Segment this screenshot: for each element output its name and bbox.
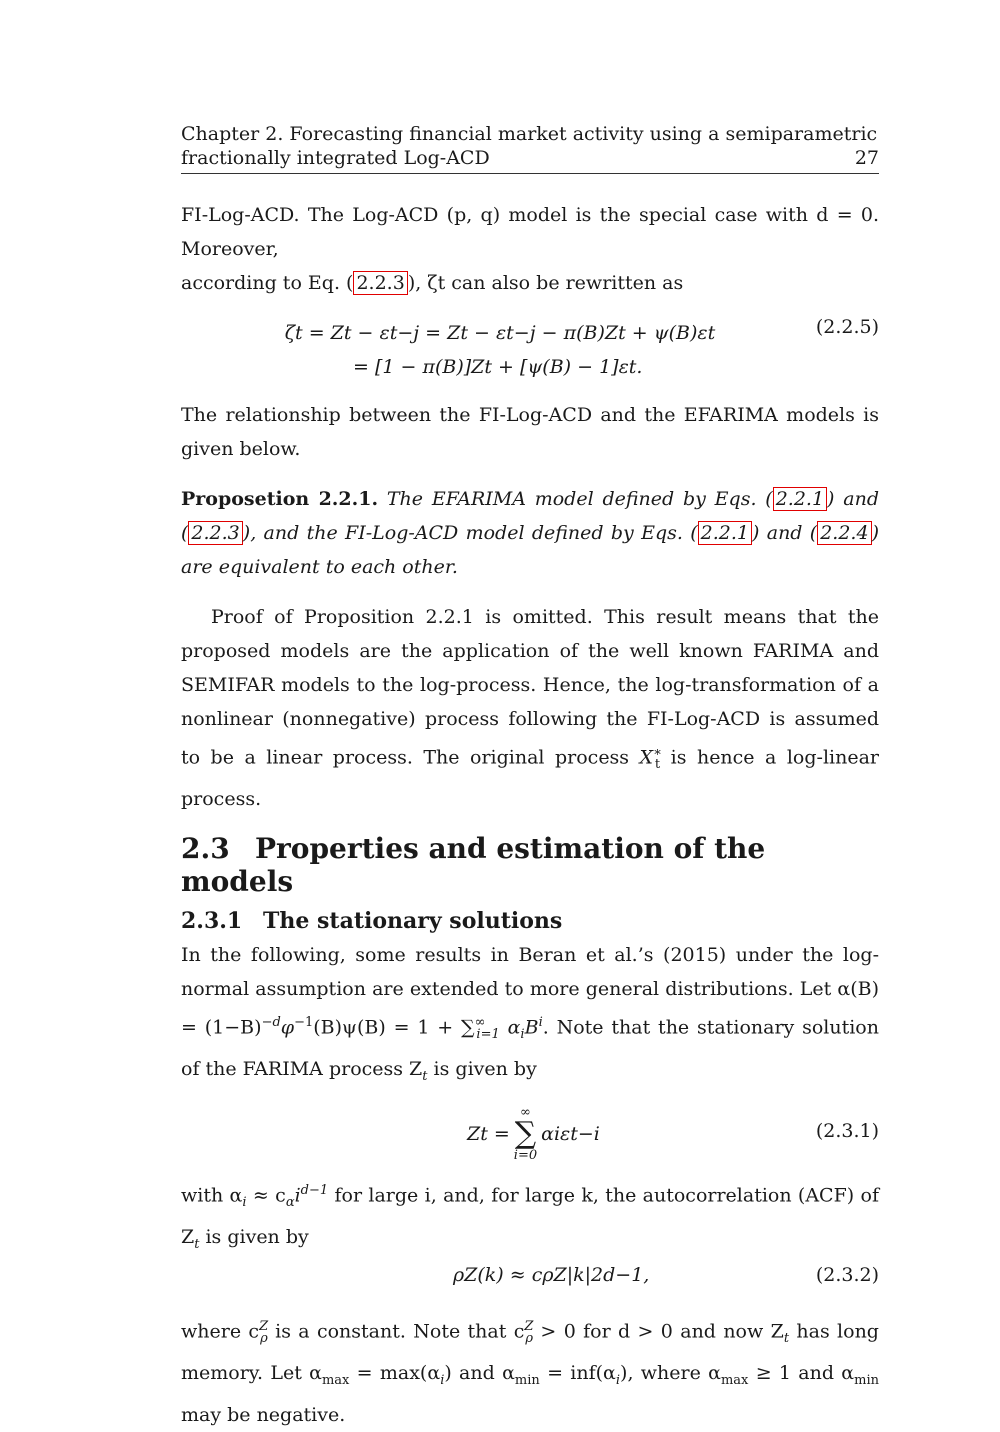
equation-2-3-1: (2.3.1) Zt = ∞ ∑ i=0 αiεt−i bbox=[467, 1105, 879, 1164]
equation-ref-link[interactable]: 2.2.3 bbox=[188, 521, 242, 545]
paper-page bbox=[181, 122, 879, 1432]
paragraph-acf: with $\alpha_i \approx c_\alpha i^{d-1}$ for large i, and, for large k, the autocorrelation (ACF) of $Z_t$ is given by bbox=[181, 1183, 880, 1252]
header-line-1: Chapter 2. Forecasting financial market activity using a semiparametric bbox=[181, 123, 878, 145]
header-line-2: fractionally integrated Log-ACD bbox=[181, 147, 490, 169]
paragraph-stationary: In the following, some results in Beran et al.’s (2015) under the log-normal assumption are extended to more general distributions. Let $\alpha(B) = (1-B)^{-d}\varphi^{-1}(B)\psi(B) = 1 + \sum^\infty_{i=1}$ $\alpha_iB^i$. Note that the stationary solution of the FARIMA process $Z_t$ is given by bbox=[181, 944, 879, 1085]
paragraph-intro: FI-Log-ACD. The Log-ACD (p, q) model is the special case with d = 0. Moreover, according to Eq. ( 2.2.3 ), ζt can also be rewritten as bbox=[181, 204, 879, 294]
subsection-heading: 2.3.1 The stationary solutions bbox=[181, 908, 563, 935]
paragraph-long-memory: where $c^Z_\rho$ is a constant. Note that $c^Z_\rho > 0$ for d > 0 and now $Z_t$ has long memory. Let $\alpha_{max} = \max(\alpha_i)$ and $\alpha_{min} = inf(\alpha_i)$, where $\alpha_{max} \ge 1$ and $\alpha_{min}$ may be negative. bbox=[181, 1318, 879, 1426]
equation-2-3-2: (2.3.2) ρZ(k) ≈ cρZ|k|2d−1, bbox=[453, 1263, 879, 1286]
equation-line-2: = [1 − π(B)]Zt + [ψ(B) − 1]εt. bbox=[353, 356, 643, 378]
equation-number: (2.2.5) bbox=[815, 316, 879, 338]
equation-number: (2.3.1) bbox=[815, 1120, 879, 1143]
equation-2-2-5 bbox=[181, 316, 879, 384]
proposition-heading: Proposetion 2.2.1. bbox=[181, 488, 379, 510]
running-header bbox=[181, 122, 879, 174]
equation-line-1: ζt = Zt − εt−j = Zt − εt−j − π(B)Zt + ψ(B)εt bbox=[284, 322, 716, 344]
paragraph-proof: Proof of Proposition 2.2.1 is omitted. This result means that the proposed models are the application of the well known FARIMA and SEMIFAR models to the log-process. Hence, the log-transformation of a nonlinear (nonnegative) process following the FI-Log-ACD is assumed to be a linear process. The original process $X^∗_t$ is hence a log-linear process. bbox=[181, 606, 879, 811]
section-heading: 2.3 Properties and estimation of the models bbox=[181, 832, 766, 899]
equation-ref-link[interactable]: 2.2.1 bbox=[698, 521, 752, 545]
equation-ref-link[interactable]: 2.2.1 bbox=[773, 487, 827, 511]
page-number: 27 bbox=[854, 147, 879, 169]
proposition-block: Proposetion 2.2.1. The EFARIMA model defined by Eqs. ( 2.2.1 ) and ( 2.2.3 ), and the FI-Log-ACD model defined by Eqs. ( 2.2.1 ) and ( 2.2.4 ) are equivalent to each other. bbox=[181, 488, 879, 578]
equation-ref-link[interactable]: 2.2.3 bbox=[353, 271, 407, 295]
paragraph-relationship: The relationship between the FI-Log-ACD and the EFARIMA models is given below. bbox=[181, 404, 879, 460]
equation-ref-link[interactable]: 2.2.4 bbox=[817, 521, 871, 545]
equation-number: (2.3.2) bbox=[815, 1263, 879, 1286]
